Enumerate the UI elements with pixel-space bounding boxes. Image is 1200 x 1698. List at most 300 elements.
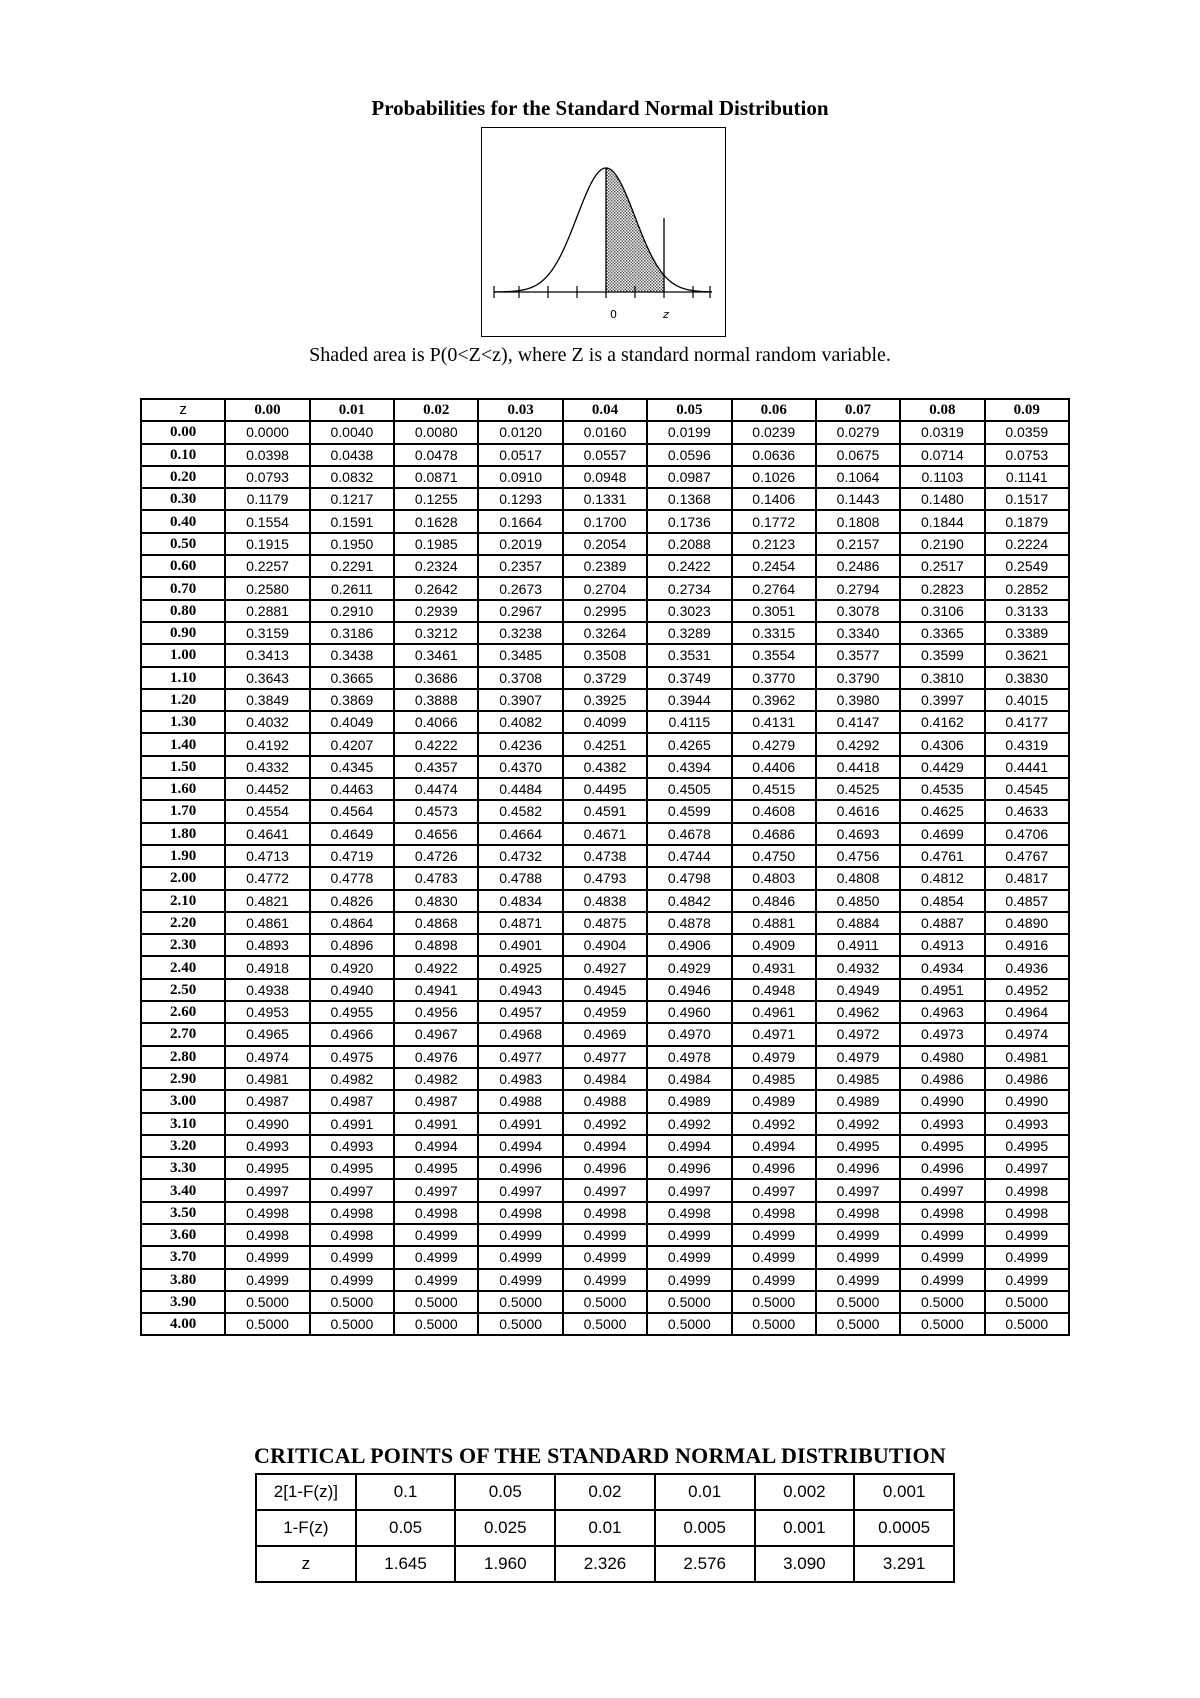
table-row xyxy=(141,979,1069,1001)
table-cell: 0.4946 xyxy=(647,979,731,1001)
table-cell: 0.4999 xyxy=(816,1269,900,1291)
critical-cell: 0.05 xyxy=(455,1474,555,1510)
table-cell: 0.4049 xyxy=(310,711,394,733)
table-cell: 0.4821 xyxy=(225,890,309,912)
table-cell: 0.2324 xyxy=(394,555,478,577)
table-cell: 0.4893 xyxy=(225,934,309,956)
table-cell: 0.4994 xyxy=(478,1135,562,1157)
table-cell: 0.3531 xyxy=(647,644,731,666)
table-cell: 0.5000 xyxy=(900,1313,984,1335)
table-cell: 0.4955 xyxy=(310,1001,394,1023)
row-header: 1.00 xyxy=(141,644,225,666)
table-cell: 0.0199 xyxy=(647,421,731,443)
table-cell: 0.2123 xyxy=(732,533,816,555)
table-cell: 0.4998 xyxy=(310,1202,394,1224)
table-cell: 0.4961 xyxy=(732,1001,816,1023)
table-cell: 0.2967 xyxy=(478,600,562,622)
table-cell: 0.0987 xyxy=(647,466,731,488)
table-cell: 0.4999 xyxy=(732,1224,816,1246)
table-cell: 0.4452 xyxy=(225,778,309,800)
table-cell: 0.4980 xyxy=(900,1046,984,1068)
table-cell: 0.4564 xyxy=(310,800,394,822)
table-cell: 0.1064 xyxy=(816,466,900,488)
normal-curve-svg xyxy=(482,128,724,335)
table-cell: 0.4997 xyxy=(816,1179,900,1201)
table-cell: 0.0438 xyxy=(310,444,394,466)
table-cell: 0.4994 xyxy=(563,1135,647,1157)
table-cell: 0.4429 xyxy=(900,756,984,778)
table-cell: 0.5000 xyxy=(732,1291,816,1313)
table-cell: 0.4147 xyxy=(816,711,900,733)
table-cell: 0.4932 xyxy=(816,956,900,978)
critical-cell: 3.090 xyxy=(755,1546,855,1582)
column-header: 0.02 xyxy=(394,399,478,421)
table-cell: 0.4995 xyxy=(900,1135,984,1157)
table-row xyxy=(141,1135,1069,1157)
table-cell: 0.4918 xyxy=(225,956,309,978)
table-row xyxy=(141,488,1069,510)
table-cell: 0.4997 xyxy=(310,1179,394,1201)
table-cell: 0.4713 xyxy=(225,845,309,867)
table-cell: 0.1879 xyxy=(985,510,1069,532)
table-cell: 0.4990 xyxy=(985,1090,1069,1112)
table-cell: 0.4207 xyxy=(310,733,394,755)
table-cell: 0.0675 xyxy=(816,444,900,466)
table-cell: 0.4808 xyxy=(816,867,900,889)
table-cell: 0.4319 xyxy=(985,733,1069,755)
table-cell: 0.4999 xyxy=(225,1246,309,1268)
table-cell: 0.2764 xyxy=(732,577,816,599)
z-table xyxy=(140,398,1070,1336)
table-cell: 0.4830 xyxy=(394,890,478,912)
column-header: 0.06 xyxy=(732,399,816,421)
table-cell: 0.3962 xyxy=(732,689,816,711)
table-cell: 0.0832 xyxy=(310,466,394,488)
table-cell: 0.4382 xyxy=(563,756,647,778)
zero-label: 0 xyxy=(610,308,617,321)
table-cell: 0.2910 xyxy=(310,600,394,622)
table-cell: 0.0596 xyxy=(647,444,731,466)
table-row xyxy=(141,444,1069,466)
table-cell: 0.4744 xyxy=(647,845,731,867)
table-cell: 0.4987 xyxy=(225,1090,309,1112)
table-cell: 0.4981 xyxy=(225,1068,309,1090)
table-cell: 0.0910 xyxy=(478,466,562,488)
table-cell: 0.4993 xyxy=(225,1135,309,1157)
table-row xyxy=(141,1068,1069,1090)
table-cell: 0.4890 xyxy=(985,912,1069,934)
table-row xyxy=(141,466,1069,488)
table-cell: 0.4850 xyxy=(816,890,900,912)
table-cell: 0.4920 xyxy=(310,956,394,978)
table-cell: 0.1480 xyxy=(900,488,984,510)
table-cell: 0.4999 xyxy=(647,1269,731,1291)
table-row xyxy=(141,956,1069,978)
table-cell: 0.3907 xyxy=(478,689,562,711)
table-cell: 0.1950 xyxy=(310,533,394,555)
table-cell: 0.4015 xyxy=(985,689,1069,711)
table-cell: 0.4999 xyxy=(310,1269,394,1291)
table-cell: 0.4772 xyxy=(225,867,309,889)
row-header: 1.90 xyxy=(141,845,225,867)
table-cell: 0.4671 xyxy=(563,823,647,845)
table-cell: 0.3643 xyxy=(225,667,309,689)
table-cell: 0.4798 xyxy=(647,867,731,889)
table-cell: 0.2794 xyxy=(816,577,900,599)
table-cell: 0.1844 xyxy=(900,510,984,532)
row-header: 4.00 xyxy=(141,1313,225,1335)
table-row xyxy=(141,577,1069,599)
table-cell: 0.5000 xyxy=(900,1291,984,1313)
critical-cell: 0.001 xyxy=(755,1510,855,1546)
table-cell: 0.4896 xyxy=(310,934,394,956)
table-cell: 0.4966 xyxy=(310,1023,394,1045)
table-cell: 0.4265 xyxy=(647,733,731,755)
critical-cell: 0.005 xyxy=(655,1510,755,1546)
table-row xyxy=(141,823,1069,845)
column-header: 0.08 xyxy=(900,399,984,421)
table-cell: 0.4992 xyxy=(732,1113,816,1135)
row-header: 1.40 xyxy=(141,733,225,755)
table-cell: 0.4988 xyxy=(563,1090,647,1112)
table-cell: 0.3849 xyxy=(225,689,309,711)
table-cell: 0.4997 xyxy=(478,1179,562,1201)
table-cell: 0.4846 xyxy=(732,890,816,912)
table-cell: 0.2486 xyxy=(816,555,900,577)
table-cell: 0.4938 xyxy=(225,979,309,1001)
table-cell: 0.0160 xyxy=(563,421,647,443)
table-cell: 0.2704 xyxy=(563,577,647,599)
table-cell: 0.4999 xyxy=(563,1246,647,1268)
table-cell: 0.2291 xyxy=(310,555,394,577)
table-cell: 0.1700 xyxy=(563,510,647,532)
table-row xyxy=(141,1202,1069,1224)
table-cell: 0.4922 xyxy=(394,956,478,978)
table-cell: 0.0557 xyxy=(563,444,647,466)
table-cell: 0.4732 xyxy=(478,845,562,867)
table-cell: 0.4973 xyxy=(900,1023,984,1045)
table-cell: 0.4971 xyxy=(732,1023,816,1045)
table-cell: 0.4608 xyxy=(732,800,816,822)
table-cell: 0.4999 xyxy=(816,1246,900,1268)
table-cell: 0.4945 xyxy=(563,979,647,1001)
table-row xyxy=(141,1023,1069,1045)
table-cell: 0.4719 xyxy=(310,845,394,867)
table-row xyxy=(141,1090,1069,1112)
table-cell: 0.2611 xyxy=(310,577,394,599)
table-cell: 0.4783 xyxy=(394,867,478,889)
table-cell: 0.2054 xyxy=(563,533,647,555)
table-cell: 0.4999 xyxy=(985,1246,1069,1268)
table-cell: 0.0040 xyxy=(310,421,394,443)
table-cell: 0.4995 xyxy=(394,1157,478,1179)
table-cell: 0.2357 xyxy=(478,555,562,577)
table-cell: 0.3438 xyxy=(310,644,394,666)
table-cell: 0.4996 xyxy=(816,1157,900,1179)
table-cell: 0.4999 xyxy=(394,1246,478,1268)
table-cell: 0.4066 xyxy=(394,711,478,733)
table-cell: 0.4545 xyxy=(985,778,1069,800)
row-header: 2.40 xyxy=(141,956,225,978)
table-cell: 0.2190 xyxy=(900,533,984,555)
critical-row xyxy=(256,1510,954,1546)
table-cell: 0.4999 xyxy=(478,1269,562,1291)
table-cell: 0.4996 xyxy=(647,1157,731,1179)
critical-row xyxy=(256,1474,954,1510)
table-cell: 0.2257 xyxy=(225,555,309,577)
table-cell: 0.4943 xyxy=(478,979,562,1001)
table-cell: 0.3708 xyxy=(478,667,562,689)
table-cell: 0.3888 xyxy=(394,689,478,711)
table-cell: 0.3159 xyxy=(225,622,309,644)
table-cell: 0.4927 xyxy=(563,956,647,978)
critical-cell: 0.01 xyxy=(655,1474,755,1510)
table-cell: 0.4996 xyxy=(732,1157,816,1179)
table-cell: 0.1406 xyxy=(732,488,816,510)
table-cell: 0.4995 xyxy=(816,1135,900,1157)
table-cell: 0.4706 xyxy=(985,823,1069,845)
row-header: 2.30 xyxy=(141,934,225,956)
table-row xyxy=(141,845,1069,867)
table-row xyxy=(141,533,1069,555)
table-cell: 0.3810 xyxy=(900,667,984,689)
table-cell: 0.4699 xyxy=(900,823,984,845)
table-cell: 0.3554 xyxy=(732,644,816,666)
table-cell: 0.4998 xyxy=(225,1202,309,1224)
table-cell: 0.1368 xyxy=(647,488,731,510)
table-cell: 0.2734 xyxy=(647,577,731,599)
table-cell: 0.4991 xyxy=(310,1113,394,1135)
table-cell: 0.2939 xyxy=(394,600,478,622)
table-cell: 0.4983 xyxy=(478,1068,562,1090)
table-cell: 0.4992 xyxy=(647,1113,731,1135)
table-cell: 0.4996 xyxy=(900,1157,984,1179)
table-cell: 0.4997 xyxy=(647,1179,731,1201)
row-header: 1.10 xyxy=(141,667,225,689)
table-cell: 0.4999 xyxy=(816,1224,900,1246)
table-cell: 0.2157 xyxy=(816,533,900,555)
table-cell: 0.4984 xyxy=(647,1068,731,1090)
table-cell: 0.1026 xyxy=(732,466,816,488)
row-header: 3.70 xyxy=(141,1246,225,1268)
table-cell: 0.3729 xyxy=(563,667,647,689)
table-cell: 0.4591 xyxy=(563,800,647,822)
table-cell: 0.2852 xyxy=(985,577,1069,599)
table-cell: 0.4441 xyxy=(985,756,1069,778)
table-cell: 0.1772 xyxy=(732,510,816,532)
table-cell: 0.4998 xyxy=(394,1202,478,1224)
table-cell: 0.1443 xyxy=(816,488,900,510)
table-row xyxy=(141,1113,1069,1135)
table-cell: 0.4582 xyxy=(478,800,562,822)
critical-cell: 0.025 xyxy=(455,1510,555,1546)
table-cell: 0.4997 xyxy=(732,1179,816,1201)
table-cell: 0.4913 xyxy=(900,934,984,956)
row-header: 0.20 xyxy=(141,466,225,488)
table-cell: 0.3997 xyxy=(900,689,984,711)
table-cell: 0.3106 xyxy=(900,600,984,622)
table-cell: 0.4998 xyxy=(563,1202,647,1224)
table-cell: 0.1664 xyxy=(478,510,562,532)
table-cell: 0.4656 xyxy=(394,823,478,845)
table-cell: 0.1331 xyxy=(563,488,647,510)
table-cell: 0.4904 xyxy=(563,934,647,956)
row-header: 3.60 xyxy=(141,1224,225,1246)
table-cell: 0.4967 xyxy=(394,1023,478,1045)
row-header: 1.50 xyxy=(141,756,225,778)
table-cell: 0.0714 xyxy=(900,444,984,466)
table-cell: 0.4998 xyxy=(816,1202,900,1224)
table-cell: 0.4925 xyxy=(478,956,562,978)
table-cell: 0.5000 xyxy=(394,1313,478,1335)
table-cell: 0.4998 xyxy=(732,1202,816,1224)
table-cell: 0.0948 xyxy=(563,466,647,488)
table-cell: 0.4878 xyxy=(647,912,731,934)
table-cell: 0.3461 xyxy=(394,644,478,666)
table-cell: 0.4948 xyxy=(732,979,816,1001)
table-cell: 0.4535 xyxy=(900,778,984,800)
table-cell: 0.3980 xyxy=(816,689,900,711)
table-cell: 0.4292 xyxy=(816,733,900,755)
table-cell: 0.3389 xyxy=(985,622,1069,644)
table-cell: 0.1985 xyxy=(394,533,478,555)
table-cell: 0.5000 xyxy=(478,1313,562,1335)
table-cell: 0.4616 xyxy=(816,800,900,822)
table-cell: 0.3264 xyxy=(563,622,647,644)
table-cell: 0.4817 xyxy=(985,867,1069,889)
table-cell: 0.4999 xyxy=(900,1246,984,1268)
table-cell: 0.4997 xyxy=(394,1179,478,1201)
table-cell: 0.1915 xyxy=(225,533,309,555)
table-cell: 0.4911 xyxy=(816,934,900,956)
table-cell: 0.4854 xyxy=(900,890,984,912)
row-header: 2.90 xyxy=(141,1068,225,1090)
table-row xyxy=(141,711,1069,733)
table-cell: 0.2549 xyxy=(985,555,1069,577)
table-cell: 0.2019 xyxy=(478,533,562,555)
table-cell: 0.4968 xyxy=(478,1023,562,1045)
table-cell: 0.4767 xyxy=(985,845,1069,867)
table-cell: 0.4625 xyxy=(900,800,984,822)
table-cell: 0.4999 xyxy=(647,1224,731,1246)
table-cell: 0.5000 xyxy=(816,1313,900,1335)
table-row xyxy=(141,689,1069,711)
table-cell: 0.4750 xyxy=(732,845,816,867)
table-cell: 0.4738 xyxy=(563,845,647,867)
shaded-area xyxy=(606,168,664,292)
table-cell: 0.3686 xyxy=(394,667,478,689)
table-cell: 0.1293 xyxy=(478,488,562,510)
table-cell: 0.4884 xyxy=(816,912,900,934)
table-cell: 0.5000 xyxy=(310,1291,394,1313)
row-header: 1.30 xyxy=(141,711,225,733)
table-cell: 0.5000 xyxy=(647,1291,731,1313)
table-cell: 0.4875 xyxy=(563,912,647,934)
table-cell: 0.4999 xyxy=(478,1224,562,1246)
row-header: 0.30 xyxy=(141,488,225,510)
table-cell: 0.4974 xyxy=(985,1023,1069,1045)
row-header: 0.70 xyxy=(141,577,225,599)
table-cell: 0.4940 xyxy=(310,979,394,1001)
table-cell: 0.4686 xyxy=(732,823,816,845)
table-cell: 0.4082 xyxy=(478,711,562,733)
row-header: 3.50 xyxy=(141,1202,225,1224)
table-cell: 0.5000 xyxy=(985,1313,1069,1335)
table-cell: 0.4997 xyxy=(563,1179,647,1201)
table-cell: 0.4989 xyxy=(732,1090,816,1112)
table-cell: 0.3365 xyxy=(900,622,984,644)
table-cell: 0.3078 xyxy=(816,600,900,622)
table-cell: 0.4956 xyxy=(394,1001,478,1023)
table-cell: 0.4909 xyxy=(732,934,816,956)
table-cell: 0.4599 xyxy=(647,800,731,822)
table-cell: 0.4838 xyxy=(563,890,647,912)
table-cell: 0.3212 xyxy=(394,622,478,644)
critical-row xyxy=(256,1546,954,1582)
critical-row-label: z xyxy=(256,1546,356,1582)
table-cell: 0.4812 xyxy=(900,867,984,889)
table-cell: 0.4979 xyxy=(732,1046,816,1068)
table-cell: 0.4979 xyxy=(816,1046,900,1068)
critical-cell: 0.002 xyxy=(755,1474,855,1510)
table-cell: 0.4999 xyxy=(732,1246,816,1268)
table-cell: 0.3051 xyxy=(732,600,816,622)
row-header: 2.10 xyxy=(141,890,225,912)
table-cell: 0.4987 xyxy=(394,1090,478,1112)
table-cell: 0.4898 xyxy=(394,934,478,956)
table-cell: 0.1103 xyxy=(900,466,984,488)
table-cell: 0.3023 xyxy=(647,600,731,622)
table-cell: 0.0000 xyxy=(225,421,309,443)
table-cell: 0.4977 xyxy=(563,1046,647,1068)
table-cell: 0.3340 xyxy=(816,622,900,644)
table-cell: 0.4975 xyxy=(310,1046,394,1068)
row-header: 3.90 xyxy=(141,1291,225,1313)
table-row xyxy=(141,1246,1069,1268)
table-cell: 0.4463 xyxy=(310,778,394,800)
table-cell: 0.4032 xyxy=(225,711,309,733)
table-cell: 0.4994 xyxy=(394,1135,478,1157)
table-cell: 0.3315 xyxy=(732,622,816,644)
row-header: 0.90 xyxy=(141,622,225,644)
table-cell: 0.2454 xyxy=(732,555,816,577)
table-cell: 0.4881 xyxy=(732,912,816,934)
table-row xyxy=(141,934,1069,956)
table-cell: 0.4370 xyxy=(478,756,562,778)
table-cell: 0.4868 xyxy=(394,912,478,934)
column-header: 0.09 xyxy=(985,399,1069,421)
table-cell: 0.4995 xyxy=(985,1135,1069,1157)
table-cell: 0.4994 xyxy=(647,1135,731,1157)
critical-cell: 3.291 xyxy=(854,1546,954,1582)
table-cell: 0.3413 xyxy=(225,644,309,666)
table-cell: 0.4999 xyxy=(394,1269,478,1291)
table-cell: 0.0871 xyxy=(394,466,478,488)
table-cell: 0.4279 xyxy=(732,733,816,755)
table-cell: 0.4177 xyxy=(985,711,1069,733)
table-row xyxy=(141,1046,1069,1068)
table-cell: 0.2088 xyxy=(647,533,731,555)
table-cell: 0.5000 xyxy=(310,1313,394,1335)
table-cell: 0.4842 xyxy=(647,890,731,912)
table-cell: 0.5000 xyxy=(563,1291,647,1313)
table-cell: 0.4989 xyxy=(647,1090,731,1112)
row-header: 3.20 xyxy=(141,1135,225,1157)
table-cell: 0.4991 xyxy=(394,1113,478,1135)
critical-cell: 1.645 xyxy=(356,1546,456,1582)
table-cell: 0.4406 xyxy=(732,756,816,778)
row-header: 1.60 xyxy=(141,778,225,800)
